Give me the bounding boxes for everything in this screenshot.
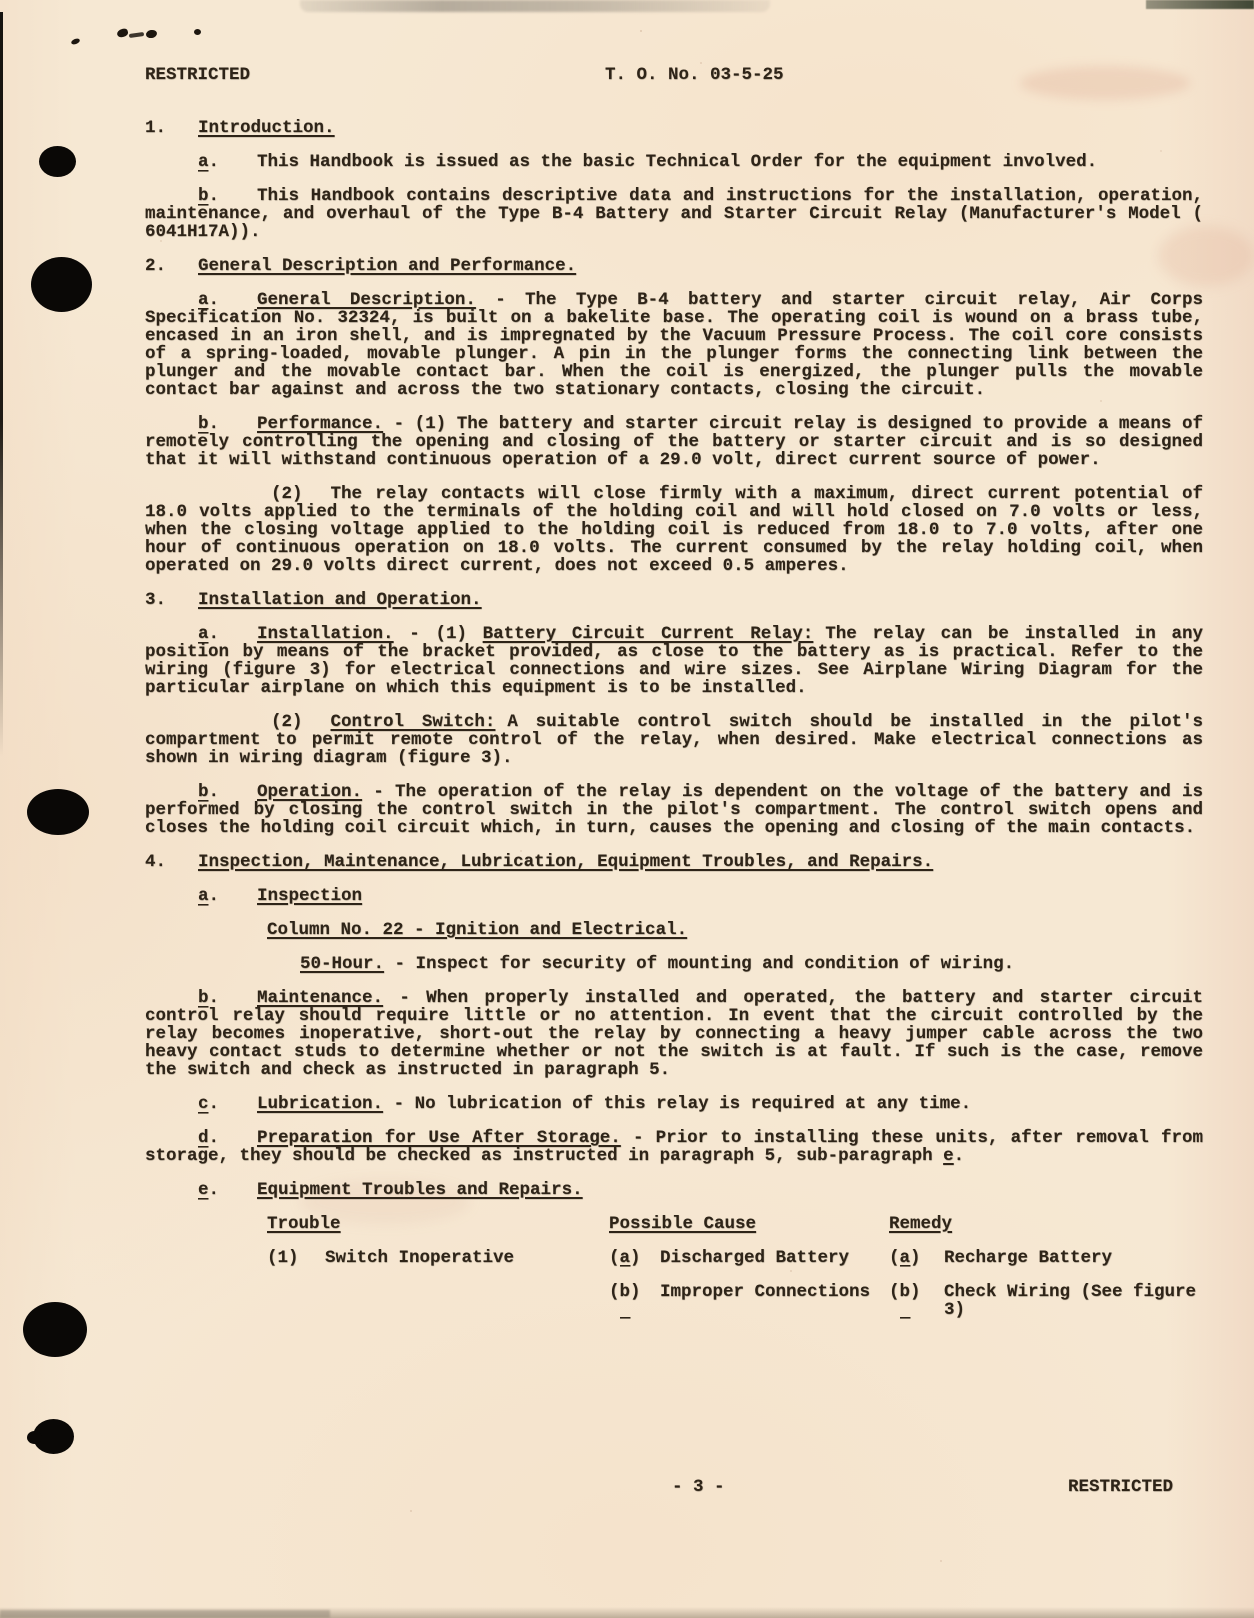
section-number: 1.: [145, 118, 167, 138]
classification-marking-top: RESTRICTED: [145, 65, 251, 85]
scan-left-edge-shadow: [0, 12, 3, 757]
punch-hole: [39, 146, 76, 177]
column-header-cause: Possible Cause: [609, 1214, 757, 1234]
remedy-cell: Recharge Battery: [944, 1248, 1113, 1268]
section-number: 4.: [145, 852, 167, 872]
section-2-heading: [145, 257, 1203, 275]
paragraph-text: - Prior to installing these units, after removal from storage, they should be checked as instructed in paragraph 5, sub-paragraph: [145, 1128, 1203, 1166]
trouble-number: [267, 1283, 325, 1319]
remedy-label: (b): [889, 1283, 944, 1319]
paragraph-label: b.: [198, 988, 220, 1008]
paragraph-4c: [145, 1095, 1203, 1113]
section-1-heading: [145, 119, 1203, 137]
paragraph-4a: [145, 887, 1203, 905]
paper-speckles: [640, 30, 642, 32]
column-title: Column No. 22 - Ignition and Electrical.: [267, 920, 688, 940]
paragraph-3b: [145, 783, 1203, 837]
paragraph-2a: [145, 291, 1203, 399]
paragraph-label: c.: [198, 1094, 220, 1114]
paragraph-subtitle: Control Switch:: [330, 712, 496, 732]
paragraph-label: e.: [198, 1180, 220, 1200]
paragraph-title: Inspection: [257, 886, 363, 906]
paragraph-1a: [145, 153, 1203, 171]
scan-top-right-edge: [1146, 0, 1254, 9]
paragraph-text: This Handbook contains descriptive data and instructions for the installation, operation, maintenance, and overhaul of the Type B-4 Battery and Starter Circuit Relay (Manufacturer's Model ( 6041H17A)).: [145, 186, 1203, 242]
paragraph-title: Operation.: [257, 782, 363, 802]
paragraph-label: a.: [198, 152, 220, 172]
ink-mark: [70, 37, 80, 45]
technical-order-number: T. O. No. 03-5-25: [605, 65, 784, 85]
punch-hole: [27, 1431, 42, 1444]
paragraph-title: Installation.: [257, 624, 394, 644]
section-number: 2.: [145, 256, 167, 276]
subparagraph-number: (2): [271, 712, 303, 732]
cause-label: (b): [609, 1283, 660, 1319]
paragraph-text: - Inspect for security of mounting and condition of wiring.: [394, 954, 1015, 974]
page-number: - 3 -: [672, 1477, 725, 1497]
table-row: [267, 1283, 1203, 1319]
section-title: Inspection, Maintenance, Lubrication, Equipment Troubles, and Repairs.: [198, 852, 934, 872]
document-body: [145, 66, 1203, 1319]
paragraph-label: d.: [198, 1128, 220, 1148]
paragraph-text: - The Type B-4 battery and starter circuit relay, Air Corps Specification No. 32324, is built on a bakelite base. The operating coil is wound on a brass tube, encased in an iron shell, and is impregnated by the Vacuum Pressure Process. The coil core consists of a spring-loaded, movable plunger. A pin in the plunger forms the connecting link between the plunger and the movable contact bar. When the coil is energized, the plunger pulls the movable contact bar against and across the two stationary contacts, closing the circuit.: [145, 290, 1203, 400]
equipment-troubles-table: [267, 1215, 1203, 1319]
paragraph-text: - No lubrication of this relay is required at any time.: [393, 1094, 972, 1114]
paragraph-4e: [145, 1181, 1203, 1199]
remedy-label: (a): [889, 1249, 944, 1267]
ink-mark: [145, 29, 157, 39]
cross-reference: e: [943, 1146, 954, 1166]
paragraph-3a2: [145, 713, 1203, 767]
scan-bottom-left-smudge: [0, 1610, 330, 1618]
trouble-cell: Switch Inoperative: [325, 1248, 515, 1268]
paragraph-title: Preparation for Use After Storage.: [257, 1128, 621, 1148]
classification-marking-bottom: RESTRICTED: [1068, 1477, 1174, 1497]
cause-label: (a): [609, 1249, 660, 1267]
paragraph-text: The relay contacts will close firmly with a maximum, direct current potential of 18.0 volts applied to the terminals of the holding coil and will hold closed on 7.0 volts or less, when the closing voltage applied to the holding coil is reduced from 18.0 to 7.0 volts, after one hour of continuous operation on 18.0 volts. The current consumed by the relay holding coil, when operated on 29.0 volts direct current, does not exceed 0.5 amperes.: [145, 484, 1203, 576]
paragraph-3a: [145, 625, 1203, 697]
punch-hole: [23, 1302, 87, 1357]
column-header-trouble: Trouble: [267, 1214, 341, 1234]
column-22-line: [145, 921, 1203, 939]
paragraph-label: a.: [198, 886, 220, 906]
paragraph-label: a.: [198, 290, 220, 310]
paragraph-label: b.: [198, 186, 220, 206]
punch-hole: [27, 789, 89, 835]
ink-mark: [116, 28, 129, 38]
scan-top-smudge: [300, 0, 770, 12]
paragraph-title: Performance.: [257, 414, 384, 434]
paragraph-title: Maintenance.: [257, 988, 384, 1008]
section-title: Installation and Operation.: [198, 590, 482, 610]
section-number: 3.: [145, 590, 167, 610]
table-row: [267, 1249, 1203, 1267]
paragraph-text: The relay can be installed in any position by means of the bracket provided, as close to the battery as is practical. Refer to the wiring (figure 3) for electrical connections and wire sizes. See Airplane Wiring Diagram for the particular airplane on which this equipment is to be installed.: [145, 624, 1203, 698]
paragraph-text: - When properly installed and operated, the battery and starter circuit control relay should require little or no attention. In event that the circuit controlled by the relay becomes inoperative, short-out the relay by connecting a heavy jumper cable across the two heavy contact studs to determine whether or not the switch is at fault. If such is the case, remove the switch and check as instructed in paragraph 5.: [145, 988, 1203, 1080]
paragraph-title: Lubrication.: [257, 1094, 384, 1114]
table-header-row: [267, 1215, 1203, 1233]
paragraph-4b: [145, 989, 1203, 1079]
paragraph-2b: [145, 415, 1203, 469]
paragraph-1b: [145, 187, 1203, 241]
paragraph-text: .: [953, 1146, 965, 1166]
ink-mark: [194, 29, 201, 35]
remedy-cell: Check Wiring (See figure 3): [944, 1282, 1197, 1320]
section-title: General Description and Performance.: [198, 256, 577, 276]
paragraph-text: - (1) The battery and starter circuit relay is designed to provide a means of remotely controlling the opening and closing of the battery or starter circuit and is so designed that it will withstand continuous operation of a 29.0 volt, direct current source of power.: [145, 414, 1203, 470]
fifty-hour-line: [145, 955, 1203, 973]
section-title: Introduction.: [198, 118, 335, 138]
cause-cell: Improper Connections: [660, 1282, 871, 1302]
ink-mark: [129, 32, 144, 38]
section-3-heading: [145, 591, 1203, 609]
paragraph-2b2: [145, 485, 1203, 575]
page-header: [145, 66, 1203, 84]
trouble-cell: [325, 1283, 609, 1319]
paragraph-4d: [145, 1129, 1203, 1165]
column-header-remedy: Remedy: [889, 1214, 953, 1234]
paragraph-subtitle: Battery Circuit Current Relay:: [482, 624, 814, 644]
cause-cell: Discharged Battery: [660, 1248, 850, 1268]
subparagraph-number: (2): [271, 484, 303, 504]
paragraph-label: a.: [198, 624, 220, 644]
paragraph-text: A suitable control switch should be installed in the pilot's compartment to permit remote control of the relay, when desired. Make electrical connections as shown in wiring diagram (figure 3).: [145, 712, 1203, 768]
paragraph-title: General Description.: [257, 290, 476, 310]
paragraph-text: - The operation of the relay is dependent on the voltage of the battery and is performed by closing the control switch in the pilot's compartment. The control switch opens and closes the holding coil circuit which, in turn, causes the opening and closing of the main contacts.: [145, 782, 1203, 838]
paragraph-title: Equipment Troubles and Repairs.: [257, 1180, 583, 1200]
paragraph-label: b.: [198, 414, 220, 434]
paragraph-label: b.: [198, 782, 220, 802]
section-4-heading: [145, 853, 1203, 871]
paragraph-text: This Handbook is issued as the basic Technical Order for the equipment involved.: [257, 152, 1098, 172]
trouble-number: (1): [267, 1248, 299, 1268]
paragraph-connector: - (1): [409, 624, 467, 644]
interval-title: 50-Hour.: [300, 954, 385, 974]
punch-hole: [31, 257, 92, 312]
